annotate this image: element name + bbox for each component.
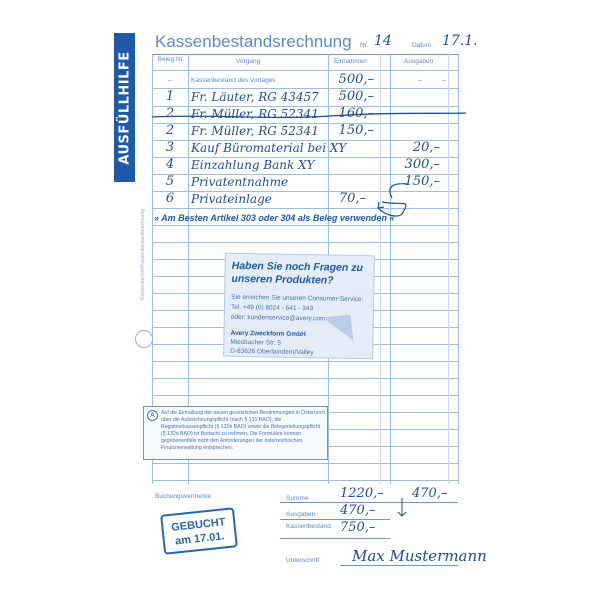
row-2-nr: 2 xyxy=(165,106,175,121)
note-line1: Sie erreichen Sie unseren Consumer-Service: xyxy=(231,293,364,304)
avery-logo-icon xyxy=(135,330,153,348)
note-line3: oder: kundenservice@avery.com xyxy=(230,313,326,323)
col-vorgang: Vorgang xyxy=(236,58,261,65)
note-heading: Haben Sie noch Fragen zu unseren Produkten? xyxy=(231,259,364,287)
row-0-desc: Kassenbestand des Vortages xyxy=(191,77,276,84)
unterschrift-label: Unterschrift xyxy=(286,557,320,564)
row-7-nr: 6 xyxy=(165,191,175,206)
kassenbestand-value: 750,– xyxy=(340,520,376,535)
row-1-desc: Fr. Läuter, RG 43457 xyxy=(191,90,319,104)
nr-value: 14 xyxy=(374,33,392,49)
note-company: Avery Zweckform GmbH xyxy=(230,329,306,339)
datum-label: Datum xyxy=(412,42,432,49)
summe-label: Summe xyxy=(286,495,309,502)
col-beleg: Beleg Nr. xyxy=(157,56,185,63)
col-einnahmen: Einnahmen xyxy=(334,58,367,65)
summe-arrow xyxy=(396,496,408,520)
col-ausgaben: Ausgaben xyxy=(404,58,434,65)
buchungsvermerke-label: Buchungsvermerke xyxy=(155,493,211,500)
row-5-aus: 300,– xyxy=(404,157,440,172)
row-1-ein: 500,– xyxy=(338,89,374,104)
legal-box xyxy=(143,406,328,460)
row-2-desc: Fr. Müller, RG 52341 xyxy=(191,107,319,121)
row-1-nr: 1 xyxy=(165,89,175,104)
row-3-nr: 2 xyxy=(165,123,175,138)
page-title: Kassenbestandsrechnung xyxy=(155,32,352,51)
note-street: Miesbacher Str. 5 xyxy=(230,338,281,347)
ausgaben-value: 470,– xyxy=(340,503,376,518)
row-4-aus: 20,– xyxy=(412,140,440,155)
row-0-nr: – xyxy=(168,77,172,84)
legal-letter: A xyxy=(147,410,158,421)
nr-label: Nr. xyxy=(360,42,369,49)
row-5-desc: Einzahlung Bank XY xyxy=(191,158,315,172)
note-curl xyxy=(323,315,354,344)
ausgaben-label: Ausgaben xyxy=(286,511,316,518)
row-4-nr: 3 xyxy=(165,140,175,155)
row-6-desc: Privatentnahme xyxy=(191,175,289,189)
copyright-text: Kassenbericht/Kassenbestandsrechnung xyxy=(140,209,146,300)
row-0-aus: – xyxy=(418,77,422,84)
row-7-ein: 70,– xyxy=(338,191,366,206)
note-line2: Tel. +49 (0) 8024 - 641 - 343 xyxy=(230,303,314,313)
datum-value: 17.1. xyxy=(442,33,478,49)
gebucht-stamp xyxy=(160,507,238,555)
row-6-nr: 5 xyxy=(165,174,175,189)
summe-aus: 470,– xyxy=(412,486,448,501)
help-note xyxy=(223,253,375,360)
stamp-line2: am 17.01. xyxy=(174,530,226,548)
kassenbestand-label: Kassenbestand xyxy=(286,523,331,530)
legal-text: Auf die Einhaltung der neuen gesetzlichen Bestimmungen in Österreich über die Aufzeichnungspflicht (nach § 131 BAO), die Registrierkassenpflicht (§ 131b BAO) sowie die Belegerteilungspflicht (§ 132a BAO) ist Bedacht zu nehmen. Die Formulare können gegebenenfalls nicht den Anforderungen der österreichischen Finanzverwaltung entsprechen. xyxy=(161,410,326,451)
hint-banner: » Am Besten Artikel 303 oder 304 als Beleg verwenden « xyxy=(154,213,395,223)
side-tab: AUSFÜLLHILFE xyxy=(114,33,135,182)
row-0-ein: 500,– xyxy=(338,72,374,87)
row-4-desc: Kauf Büromaterial bei XY xyxy=(191,141,347,155)
note-city: D-83626 Oberlaindern/Valley xyxy=(230,347,314,357)
row-7-desc: Privateinlage xyxy=(191,192,272,206)
stamp-line1: GEBUCHT xyxy=(170,516,227,534)
signature: Max Mustermann xyxy=(352,547,487,565)
summe-ein: 1220,– xyxy=(340,486,384,501)
kassenbestand-line xyxy=(280,538,390,539)
row-5-nr: 4 xyxy=(165,157,175,172)
row-3-ein: 150,– xyxy=(338,123,374,138)
strike-line xyxy=(150,108,470,122)
row-6-aus: 150,– xyxy=(404,174,440,189)
row-3-desc: Fr. Müller, RG 52341 xyxy=(191,124,319,138)
row-2-ein: 160,– xyxy=(338,106,374,121)
signature-line xyxy=(340,565,458,566)
row-0-aus-2: – xyxy=(442,77,446,84)
